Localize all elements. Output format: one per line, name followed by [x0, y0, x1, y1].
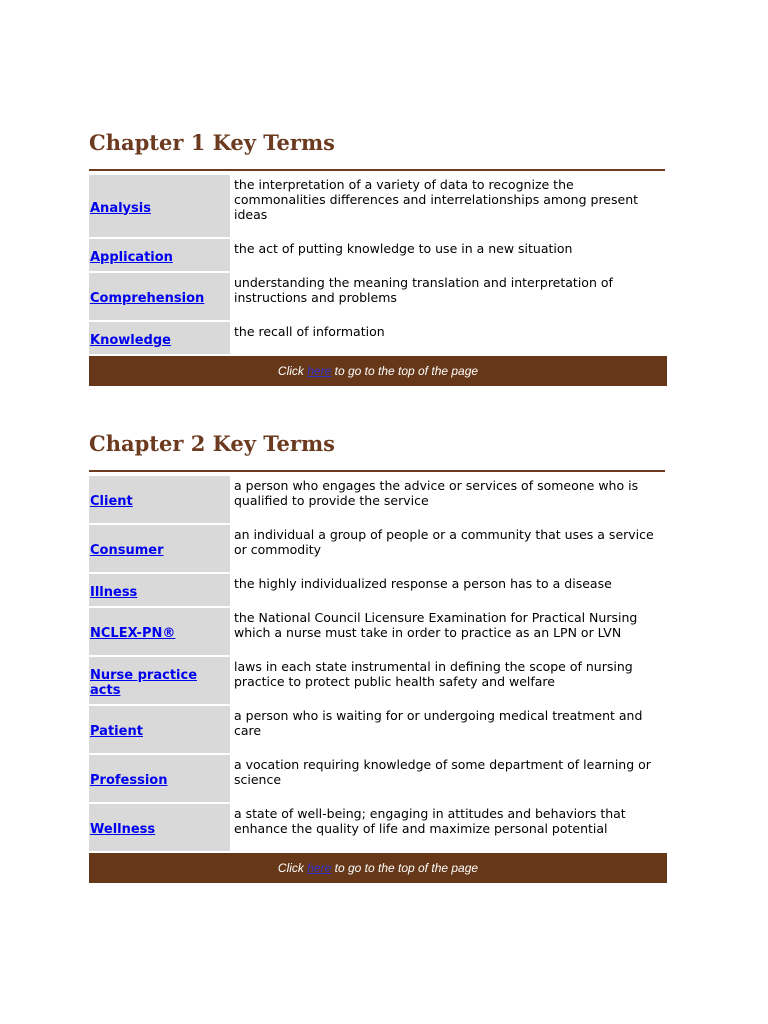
term-link-knowledge[interactable]: Knowledge — [90, 332, 171, 348]
term-link-comprehension[interactable]: Comprehension — [90, 291, 205, 306]
table-row — [89, 574, 667, 606]
table-row — [89, 804, 667, 851]
definition-cell: the interpretation of a variety of data to recognize the commonalities differences and interrelationships among present ideas — [234, 177, 639, 222]
term-link-nclex-pn[interactable]: NCLEX-PN® — [90, 626, 176, 641]
definition-cell: the act of putting knowledge to use in a new situation — [234, 241, 573, 256]
term-cell — [89, 239, 230, 271]
table-row — [89, 608, 667, 655]
term-cell — [89, 804, 230, 851]
definition-cell: the National Council Licensure Examination for Practical Nursing which a nurse must take in order to practice as an LPN or LVN — [234, 610, 638, 640]
divider — [89, 470, 665, 472]
term-link-profession[interactable]: Profession — [90, 773, 168, 788]
chapter-2-terms-table — [89, 474, 667, 853]
chapter-1-section — [89, 128, 667, 386]
chapter-1-terms-table — [89, 173, 667, 356]
term-link-illness[interactable]: Illness — [90, 584, 138, 600]
divider — [89, 169, 665, 171]
footer-text: Click — [277, 364, 308, 378]
footer-text: Click — [277, 861, 308, 875]
definition-cell: understanding the meaning translation and interpretation of instructions and problems — [234, 275, 613, 305]
term-link-consumer[interactable]: Consumer — [90, 543, 164, 558]
footer-text: to go to the top of the page — [331, 364, 479, 378]
table-row — [89, 239, 667, 271]
back-to-top-bar — [89, 853, 667, 883]
definition-cell: the recall of information — [234, 324, 385, 339]
term-link-patient[interactable]: Patient — [90, 724, 143, 739]
table-row — [89, 322, 667, 354]
term-link-application[interactable]: Application — [90, 249, 173, 265]
term-cell — [89, 175, 230, 237]
term-cell — [89, 525, 230, 572]
term-cell — [89, 322, 230, 354]
chapter-2-section — [89, 429, 667, 883]
definition-cell: the highly individualized response a person has to a disease — [234, 576, 612, 591]
footer-text: to go to the top of the page — [331, 861, 479, 875]
table-row — [89, 525, 667, 572]
back-to-top-link[interactable]: here — [307, 861, 332, 875]
definition-cell: an individual a group of people or a community that uses a service or commodity — [234, 527, 654, 557]
term-link-wellness[interactable]: Wellness — [90, 822, 156, 837]
term-cell — [89, 657, 230, 704]
definition-cell: a state of well-being; engaging in attitudes and behaviors that enhance the quality of life and maximize personal potential — [234, 806, 626, 836]
term-link-client[interactable]: Client — [90, 494, 133, 509]
back-to-top-link[interactable]: here — [307, 364, 332, 378]
term-link-analysis[interactable]: Analysis — [90, 200, 151, 216]
term-cell — [89, 755, 230, 802]
table-row — [89, 175, 667, 237]
term-cell — [89, 574, 230, 606]
chapter-2-title: Chapter 2 Key Terms — [89, 431, 335, 456]
table-row — [89, 706, 667, 753]
table-row — [89, 755, 667, 802]
table-row — [89, 476, 667, 523]
definition-cell: a person who engages the advice or services of someone who is qualified to provide the service — [234, 478, 639, 508]
table-row — [89, 273, 667, 320]
chapter-1-title: Chapter 1 Key Terms — [89, 130, 335, 155]
term-cell — [89, 476, 230, 523]
definition-cell: a person who is waiting for or undergoing medical treatment and care — [234, 708, 643, 738]
term-cell — [89, 706, 230, 753]
term-cell — [89, 273, 230, 320]
term-cell — [89, 608, 230, 655]
back-to-top-bar — [89, 356, 667, 386]
table-row — [89, 657, 667, 704]
definition-cell: a vocation requiring knowledge of some department of learning or science — [234, 757, 651, 787]
term-link-nurse-practice-acts[interactable]: Nurse practice acts — [90, 667, 198, 698]
definition-cell: laws in each state instrumental in defining the scope of nursing practice to protect public health safety and welfare — [234, 659, 633, 689]
